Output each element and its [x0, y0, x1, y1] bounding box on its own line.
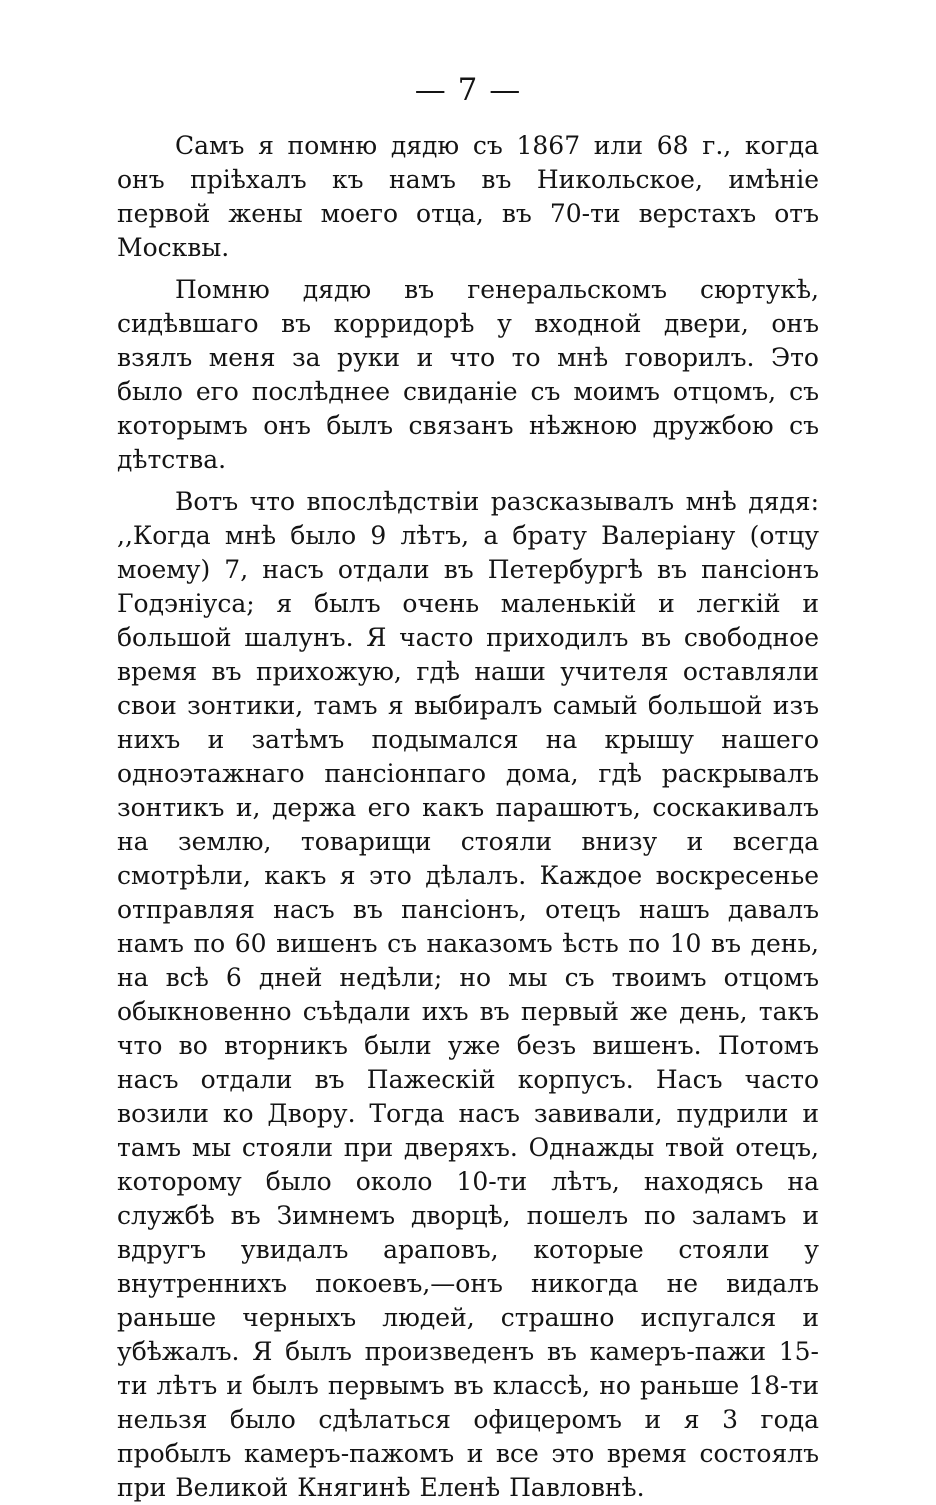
page-number: — 7 — — [414, 72, 522, 108]
paragraph-3: Вотъ что впослѣдствіи разсказывалъ мнѣ дядя: ,,Когда мнѣ было 9 лѣтъ, а брату Валеріану (отцу моему) 7, насъ отдали въ Петербургѣ въ пансіонъ Годэніуса; я былъ очень маленькій и легкій и большой шалунъ. Я часто приходилъ въ свободное время въ прихожую, гдѣ наши учителя оставляли свои зонтики, тамъ я выбиралъ самый большой изъ нихъ и затѣмъ подымался на крышу нашего одноэтажнаго пансіонпаго дома, гдѣ раскрывалъ зонтикъ и, держа его какъ парашютъ, соскакивалъ на землю, товарищи стояли внизу и всегда смотрѣли, какъ я это дѣлалъ. Каждое воскресенье отправляя насъ въ пансіонъ, отецъ нашъ давалъ намъ по 60 вишенъ съ наказомъ ѣсть по 10 въ день, на всѣ 6 дней недѣли; но мы съ твоимъ отцомъ обыкновенно съѣдали ихъ въ первый же день, такъ что во вторникъ были уже безъ вишенъ. Потомъ насъ отдали въ Пажескій корпусъ. Насъ часто возили ко Двору. Тогда насъ завивали, пудрили и тамъ мы стояли при дверяхъ. Однажды твой отецъ, которому было около 10-ти лѣтъ, находясь на службѣ въ Зимнемъ дворцѣ, пошелъ по заламъ и вдругъ увидалъ араповъ, которые стояли у внутреннихъ покоевъ,—онъ никогда не видалъ раньше черныхъ людей, страшно испугался и убѣжалъ. Я былъ произведенъ въ камеръ-пажи 15-ти лѣтъ и былъ первымъ въ классѣ, но раньше 18-ти нельзя было сдѣлаться офицеромъ и я 3 года пробылъ камеръ-пажомъ и все это время состоялъ при Великой Княгинѣ Еленѣ Павловнѣ. — [117, 487, 819, 1502]
body-text — [117, 129, 819, 1505]
paragraph-2: Помню дядю въ генеральскомъ сюртукѣ, сидѣвшаго въ корридорѣ у входной двери, онъ взялъ меня за руки и что то мнѣ говорилъ. Это было его послѣднее свиданіе съ моимъ отцомъ, съ которымъ онъ былъ связанъ нѣжною дружбою съ дѣтства. — [117, 275, 819, 474]
paragraph-1: Самъ я помню дядю съ 1867 или 68 г., когда онъ пріѣхалъ къ намъ въ Никольское, имѣніе первой жены моего отца, въ 70-ти верстахъ отъ Москвы. — [117, 131, 819, 262]
